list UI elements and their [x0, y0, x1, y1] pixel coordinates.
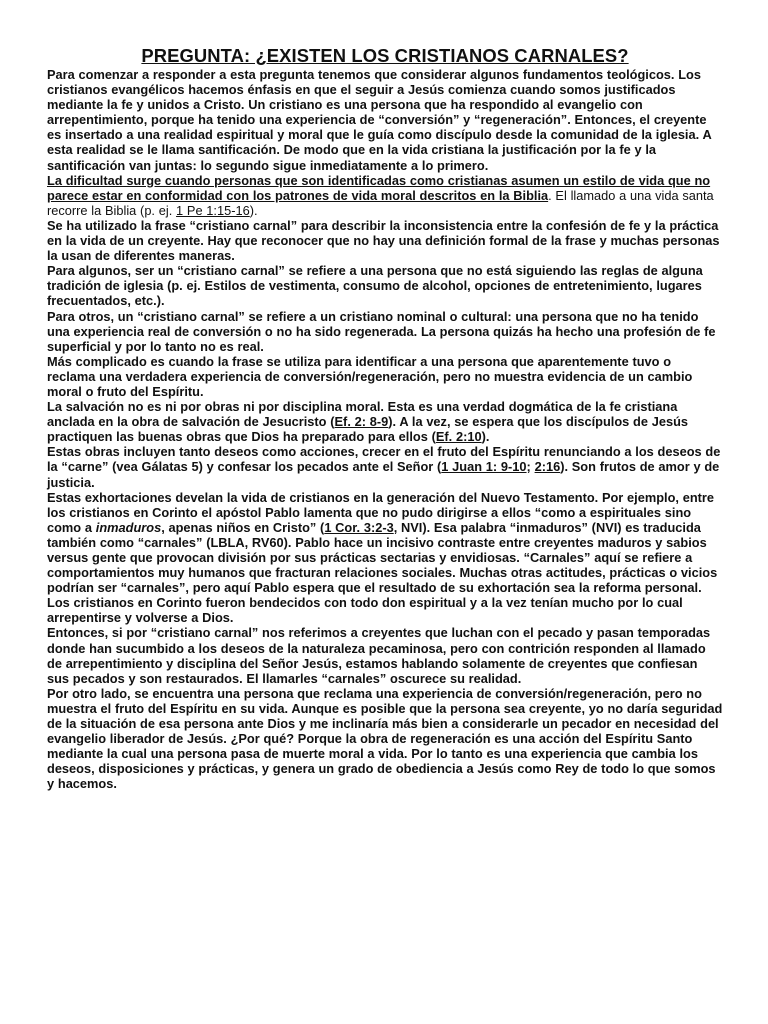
bible-reference-link[interactable]: 1 Cor. 3:2-3	[324, 519, 394, 535]
paragraph-struggling-believers: Entonces, si por “cristiano carnal” nos referimos a creyentes que luchan con el pecado y pasan temporadas donde han sucumbido a los deseos de la naturaleza pecaminosa, pero con contrición responden al llamado de arrepentimiento y disciplina del Señor Jesús, estamos hablando solamente de creyentes que confiesan sus pecados y son restaurados. El llamarles “carnales” oscurece su realidad.	[47, 625, 711, 686]
paragraph-phrase-usage: Se ha utilizado la frase “cristiano carnal” para describir la inconsistencia entre la confesión de fe y la práctica en la vida de un creyente. Hay que reconocer que no hay una definición formal de la frase y muchas personas la usan de diferentes maneras.	[47, 217, 720, 264]
bible-reference-link[interactable]: Ef. 2:10	[435, 429, 482, 445]
paragraph-text: ). A la vez, se espera que los discípulos de Jesús practiquen las buenas obras que Dios ha preparado para ellos (	[47, 414, 689, 445]
document-page	[47, 45, 723, 792]
bible-reference-link[interactable]: 1 Pe 1:15-16	[176, 202, 250, 218]
paragraph-text: ). Son frutos de amor y de justicia.	[47, 459, 720, 490]
paragraph-rules-view: Para algunos, ser un “cristiano carnal” se refiere a una persona que no está siguiendo las reglas de alguna tradición de iglesia (p. ej. Estilos de vestimenta, consumo de alcohol, opciones de entretenimiento, lugares frecuentados, etc.).	[47, 263, 703, 309]
underlined-sentence: La dificultad surge cuando personas que son identificadas como cristianas asumen un estilo de vida que no parece estar en conformidad con los patrones de vida moral descritos en la Biblia	[47, 172, 711, 203]
bible-reference-link[interactable]: 1 Juan 1: 9-10	[441, 459, 527, 475]
paragraph-works	[47, 444, 723, 489]
italic-word: inmaduros	[95, 519, 162, 535]
paragraph-text: Estas exhortaciones develan la vida de cristianos en la generación del Nuevo Testamento. Por ejemplo, entre los cristianos en Corinto el apóstol Pablo lamenta que no pudo dirigirse a ellos “como a espirituales sino como a	[47, 489, 715, 535]
paragraph-text: . El llamado a una vida santa recorre la Biblia (p. ej.	[47, 187, 714, 218]
paragraph-text: , NVI). Esa palabra “inmaduros” (NVI) es traducida también como “carnales” (LBLA, RV60). Pablo hace un incisivo contraste entre creyentes maduros y sabios versus gente que provocan división por sus prácticas sectarias y envidiosas. “Carnales” aquí se refiere a comportamientos muy humanos que fracturan relaciones sociales. Muchas otras actitudes, prácticas o vicios podrían ser “carnales”, pero aquí Pablo espera que el resultado de su exhortación sea la reforma personal. Los cristianos en Corinto fueron bendecidos con todo don espiritual y a la vez tenían mucho por lo cual arrepentirse y volverse a Dios.	[47, 519, 718, 626]
paragraph-nominal-view: Para otros, un “cristiano carnal” se refiere a un cristiano nominal o cultural: una persona que no ha tenido una experiencia real de conversión o no ha sido regenerada. La persona quizás ha hecho una profesión de fe superficial y por lo tanto no es real.	[47, 308, 716, 354]
page-title: PREGUNTA: ¿EXISTEN LOS CRISTIANOS CARNALES?	[141, 45, 629, 66]
paragraph-corinth	[47, 490, 723, 626]
paragraph-text: ;	[526, 459, 535, 475]
paragraph-difficulty	[47, 173, 723, 218]
paragraph-text: La salvación no es ni por obras ni por disciplina moral. Esta es una verdad dogmática de la fe cristiana anclada en la obra de salvación de Jesucristo (	[47, 399, 678, 430]
paragraph-intro: Para comenzar a responder a esta pregunta tenemos que considerar algunos fundamentos teológicos. Los cristianos evangélicos hacemos énfasis en que el seguir a Jesús comienza cuando somos justificados mediante la fe y unidos a Cristo. Un cristiano es una persona que ha respondido al evangelio con arrepentimiento, porque ha tenido una experiencia de “conversión” y “regeneración”. Entonces, el creyente es insertado a una realidad espiritual y moral que le guía como discípulo desde la comunidad de la iglesia. A esta realidad se le llama santificación. De modo que en la vida cristiana la justificación por la fe y la santificación van juntas: lo segundo sigue inmediatamente a lo primero.	[47, 67, 712, 173]
paragraph-text: Estas obras incluyen tanto deseos como acciones, crecer en el fruto del Espíritu renunciando a los deseos de la “carne” (vea Gálatas 5) y confesar los pecados ante el Señor (	[47, 444, 721, 475]
paragraph-text: ).	[481, 429, 490, 445]
paragraph-salvation	[47, 399, 723, 444]
paragraph-complicated-case: Más complicado es cuando la frase se utiliza para identificar a una persona que aparentemente tuvo o reclama una verdadera experiencia de conversión/regeneración, pero no muestra evidencia de un cambio moral o fruto del Espíritu.	[47, 353, 693, 399]
paragraph-conclusion: Por otro lado, se encuentra una persona que reclama una experiencia de conversión/regeneración, pero no muestra el fruto del Espíritu en su vida. Aunque es posible que la persona sea creyente, yo no daría seguridad de la situación de esa persona ante Dios y me inclinaría más bien a considerarle un pecador en necesidad del evangelio liberador de Jesús. ¿Por qué? Porque la obra de regeneración es una acción del Espíritu Santo mediante la cual una persona pasa de muerte moral a vida. Por lo tanto es una experiencia que cambia los deseos, disposiciones y prácticas, y genera un grado de obediencia a Jesús como Rey de todo lo que somos y hacemos.	[47, 685, 723, 792]
bible-reference-link[interactable]: 2:16	[534, 459, 561, 475]
paragraph-text: , apenas niños en Cristo” (	[161, 519, 325, 535]
bible-reference-link[interactable]: Ef. 2: 8-9	[334, 414, 389, 430]
paragraph-text: ).	[249, 202, 258, 218]
